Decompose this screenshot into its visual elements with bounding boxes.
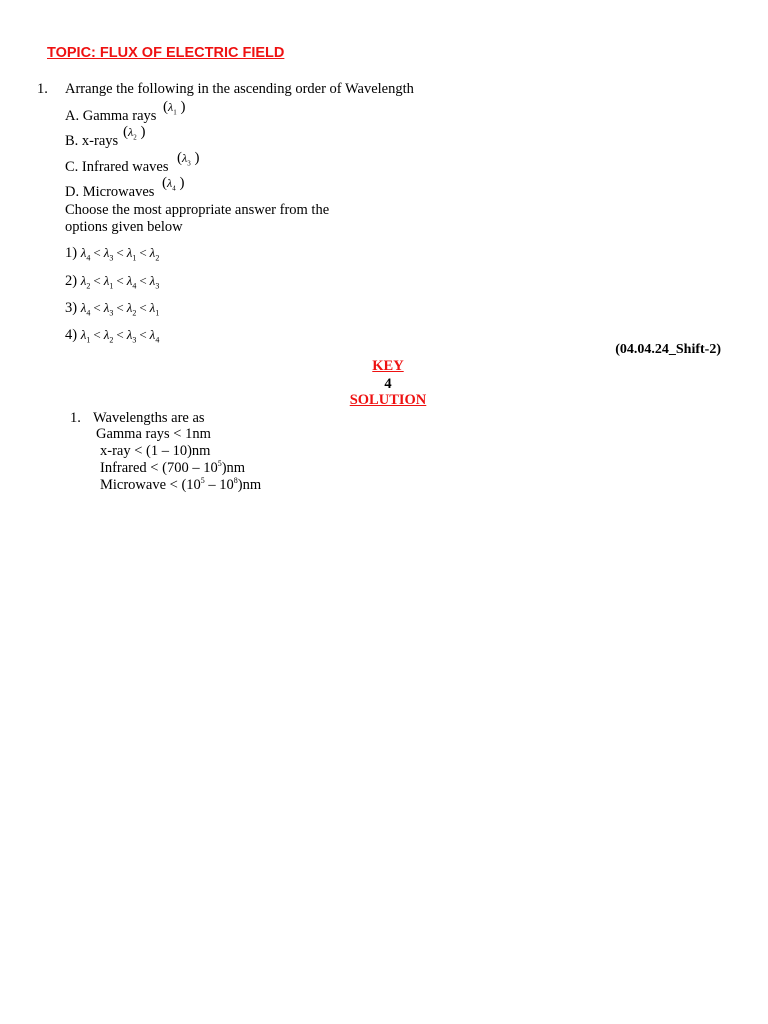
item-infrared-waves	[65, 159, 168, 176]
lambda-symbol: ($\lambda_2$ )	[123, 124, 146, 142]
item-x-rays	[65, 133, 118, 150]
lambda-symbol: ($\lambda_3$ )	[177, 150, 200, 168]
option-expression: $\lambda_2 < \lambda_1 < \lambda_4 < \lambda_3$	[80, 273, 160, 291]
item-label: A. Gamma rays	[65, 108, 157, 124]
key-heading: KEY	[372, 358, 404, 374]
choose-line-2: options given below	[65, 219, 183, 235]
option-number: 1)	[65, 245, 78, 261]
choose-line-1: Choose the most appropriate answer from the	[65, 202, 330, 218]
lambda-symbol: ($\lambda_1$ )	[163, 99, 186, 117]
option-expression: $\lambda_1 < \lambda_2 < \lambda_3 < \lambda_4$	[80, 327, 160, 345]
item-label: C. Infrared waves	[65, 159, 169, 175]
option-number: 3)	[65, 300, 78, 316]
option-expression: $\lambda_4 < \lambda_3 < \lambda_2 < \lambda_1$	[80, 300, 160, 318]
topic-heading: TOPIC: FLUX OF ELECTRIC FIELD	[47, 45, 285, 61]
question-number: 1.	[37, 81, 48, 97]
lambda-symbol: ($\lambda_4$ )	[162, 175, 185, 193]
option-4	[65, 326, 159, 349]
option-number: 4)	[65, 327, 78, 343]
solution-line-infrared: Infrared < $(700 - 10^5)nm$	[100, 459, 246, 476]
option-3	[65, 299, 159, 322]
item-label: B. x-rays	[65, 133, 119, 149]
solution-intro: Wavelengths are as	[93, 410, 205, 426]
option-1	[65, 244, 159, 267]
solution-heading: SOLUTION	[349, 392, 427, 408]
solution-line-xray: x-ray < (1 – 10)nm	[100, 443, 211, 459]
option-number: 2)	[65, 273, 78, 289]
exam-reference: (04.04.24_Shift-2)	[615, 342, 721, 357]
item-label: D. Microwaves	[65, 184, 155, 200]
question-text: Arrange the following in the ascending order of Wavelength	[65, 81, 414, 97]
option-expression: $\lambda_4 < \lambda_3 < \lambda_1 < \lambda_2$	[80, 245, 160, 263]
key-value: 4	[384, 376, 392, 392]
solution-line-gamma: Gamma rays < 1nm	[96, 426, 211, 442]
item-microwaves	[65, 184, 154, 201]
solution-line-microwave: Microwave < $(10^5 - 10^8)nm$	[100, 476, 262, 493]
option-2	[65, 272, 159, 295]
solution-number: 1.	[70, 410, 81, 426]
